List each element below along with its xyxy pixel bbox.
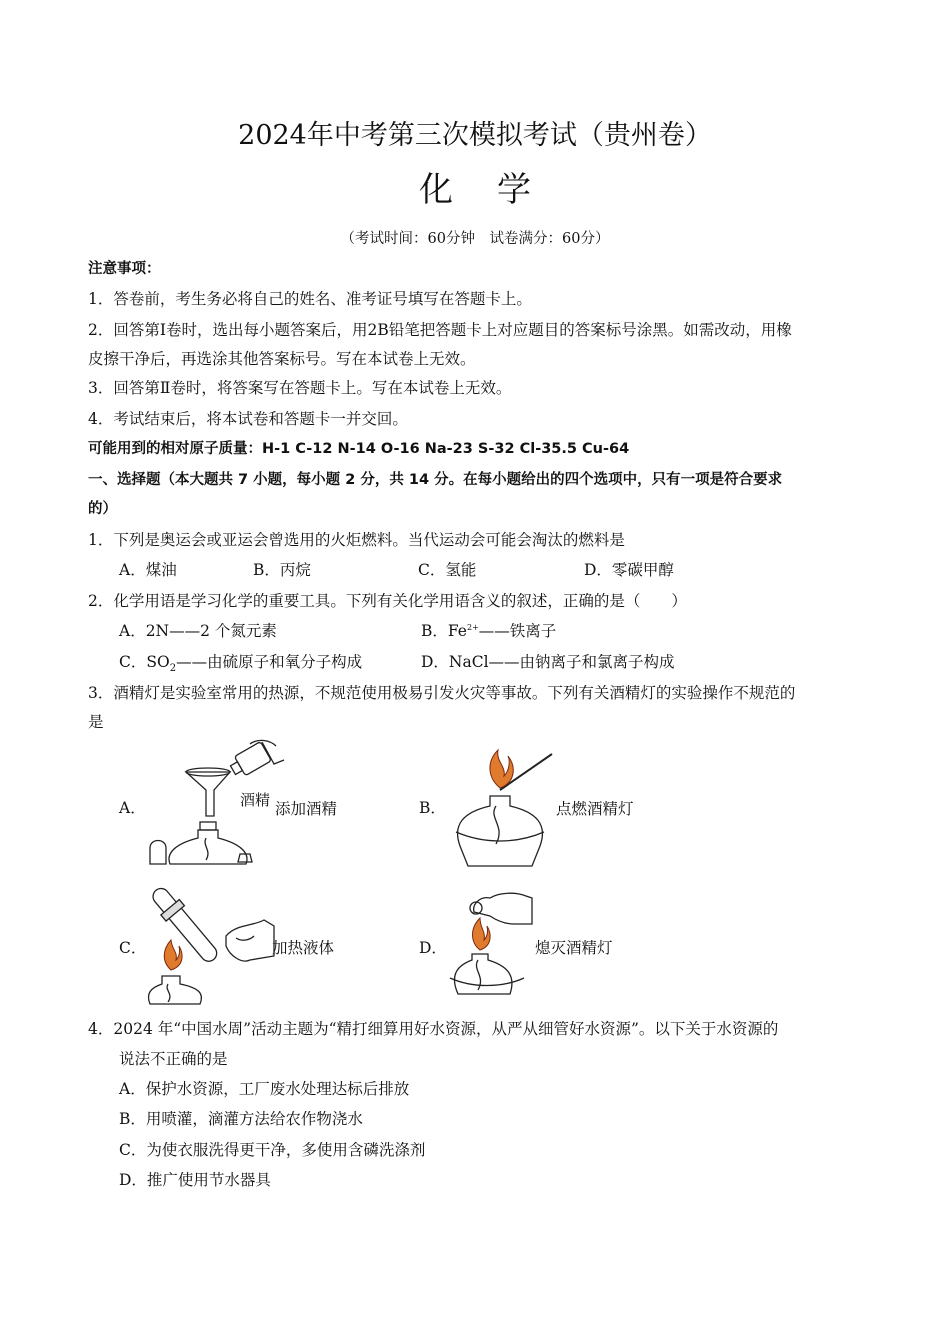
subject-char-2: 学	[497, 170, 531, 210]
notes-heading: 注意事项：	[88, 261, 161, 277]
q3-option-a-label: 添加酒精	[275, 800, 338, 818]
alcohol-lamp-icon	[458, 796, 543, 866]
alcohol-lamp-icon	[454, 954, 511, 994]
q2-b-charge: 2+	[466, 622, 479, 632]
q1-option-d: D．零碳甲醇	[584, 561, 674, 579]
q2-c-subscript: 2	[169, 663, 177, 675]
question-4-stem-cont: 说法不正确的是	[119, 1050, 228, 1068]
cork-icon	[238, 854, 252, 862]
section-heading-cont: 的）	[88, 501, 117, 517]
q3-option-c-letter: C．	[119, 939, 147, 957]
alcohol-lamp-icon	[149, 976, 202, 1004]
q2-option-d: D．NaCl——由钠离子和氯离子构成	[421, 653, 675, 671]
heat-liquid-figure	[146, 880, 276, 1006]
q2-option-b	[421, 621, 556, 641]
funnel-icon	[186, 772, 230, 816]
q1-option-c: C．氢能	[418, 561, 477, 579]
note-item: 2．回答第Ⅰ卷时，选出每小题答案后，用2B铅笔把答题卡上对应题目的答案标号涂黑。如需改动，用橡	[88, 321, 792, 339]
question-3-stem: 3．酒精灯是实验室常用的热源，不规范使用极易引发火灾等事故。下列有关酒精灯的实验操作不规范的	[88, 684, 796, 702]
question-4-stem: 4．2024 年“中国水周”活动主题为“精打细算用好水资源，从严从细管好水资源”。以下关于水资源的	[88, 1020, 779, 1038]
q1-option-b: B．丙烷	[253, 561, 311, 579]
q2-c-meaning: ——由硫原子和氧分子构成	[176, 653, 363, 671]
atomic-mass-line: 可能用到的相对原子质量：H-1 C-12 N-14 O-16 Na-23 S-32 Cl-35.5 Cu-64	[88, 441, 630, 457]
q3-option-b-letter: B．	[419, 799, 446, 817]
note-item: 皮擦干净后，再选涂其他答案标号。写在本试卷上无效。	[88, 350, 476, 368]
exam-time-info: （考试时间：60分钟 试卷满分：60分）	[340, 231, 610, 247]
note-item: 1．答卷前，考生务必将自己的姓名、准考证号填写在答题卡上。	[88, 290, 532, 308]
q3-option-c-label: 加热液体	[272, 939, 335, 957]
hand-icon	[226, 920, 274, 961]
q2-b-formula: B．Fe	[421, 622, 467, 640]
light-lamp-figure	[444, 748, 556, 870]
q2-b-meaning: ——铁离子	[478, 622, 557, 640]
alcohol-lamp-icon	[169, 830, 247, 864]
question-3-stem-cont: 是	[88, 713, 104, 731]
question-1-stem: 1．下列是奥运会或亚运会曾选用的火炬燃料。当代运动会可能会淘汰的燃料是	[88, 531, 625, 549]
q3-option-a-letter: A．	[119, 799, 146, 817]
note-item: 4．考试结束后，将本试卷和答题卡一并交回。	[88, 410, 408, 428]
flame-icon	[473, 918, 491, 950]
subject-title	[0, 170, 950, 210]
q3-option-b-label: 点燃酒精灯	[556, 800, 634, 818]
q4-option-a: A．保护水资源，工厂废水处理达标后排放	[119, 1080, 410, 1098]
q4-option-b: B．用喷灌，滴灌方法给农作物浇水	[119, 1110, 363, 1128]
q3-a-alcohol-label: 酒精	[240, 791, 271, 809]
flame-icon	[164, 940, 182, 970]
q3-option-d-letter: D．	[419, 939, 447, 957]
lamp-cap-icon	[150, 841, 166, 865]
q4-option-c: C．为使衣服洗得更干净，多使用含磷洗涤剂	[119, 1141, 426, 1159]
q1-option-a: A．煤油	[119, 561, 177, 579]
q2-option-a: A．2N——2 个氮元素	[119, 622, 277, 640]
note-item: 3．回答第Ⅱ卷时，将答案写在答题卡上。写在本试卷上无效。	[88, 379, 512, 397]
section-heading: 一、选择题（本大题共 7 小题，每小题 2 分，共 14 分。在每小题给出的四个选项中，只有一项是符合要求	[88, 472, 783, 488]
q2-c-formula: C．SO	[119, 653, 170, 671]
q4-option-d: D．推广使用节水器具	[119, 1171, 271, 1189]
extinguish-lamp-figure	[444, 890, 536, 1002]
q2-option-c	[119, 652, 363, 675]
q3-option-d-label: 熄灭酒精灯	[535, 939, 613, 957]
test-tube-icon	[147, 883, 223, 967]
exam-title: 2024年中考第三次模拟考试（贵州卷）	[238, 120, 712, 151]
question-2-stem: 2．化学用语是学习化学的重要工具。下列有关化学用语含义的叙述，正确的是（ ）	[88, 592, 687, 610]
subject-char-1: 化	[419, 170, 453, 210]
